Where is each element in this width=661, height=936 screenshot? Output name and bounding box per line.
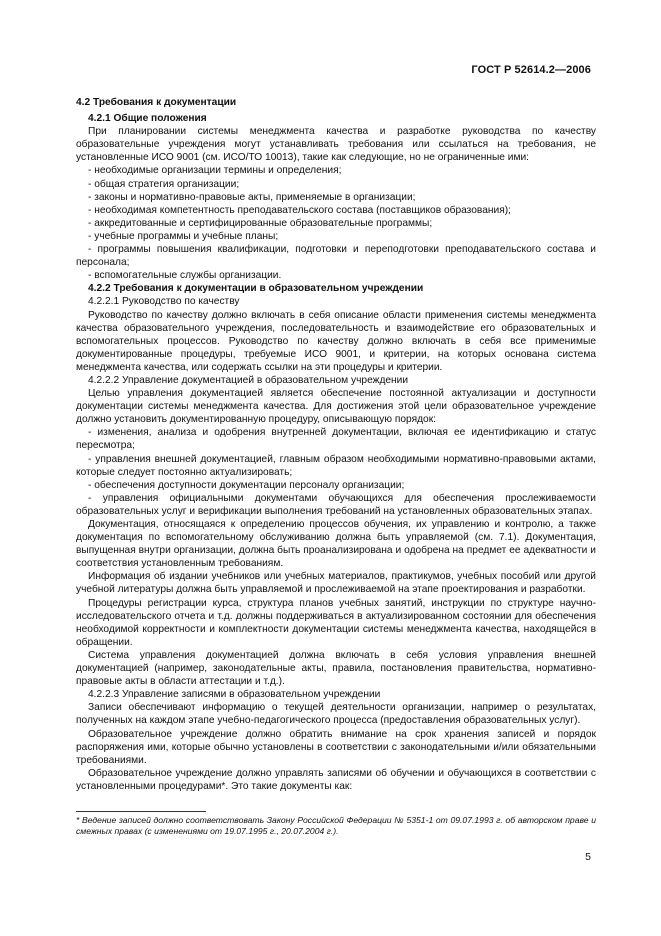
list-item: - учебные программы и учебные планы; [88, 230, 279, 242]
paragraph: Образовательное учреждение должно управлять записями об обучении и обучающихся в соответствии с установленными процедурами*. Это такие документы как: [76, 767, 596, 792]
list-item: - законы и нормативно-правовые акты, применяемые в организации; [88, 191, 416, 203]
list-item: - управления внешней документацией, главным образом необходимыми нормативно-правовыми актами, которые следует постоянно актуализировать; [76, 453, 596, 478]
paragraph: Информация об издании учебников или учебных материалов, практикумов, учебных пособий или другой учебной литературы должна быть управляемой и прослеживаемой на этапе проектирования и разработки. [76, 571, 596, 596]
section-heading: 4.2 Требования к документации [76, 97, 237, 108]
paragraph-intro: При планировании системы менеджмента качества и разработке руководства по качеству образовательные учреждения могут устанавливать требования или ссылаться на требования, не установленные ИСО 9001 (см. ИСО/ТО 10013), такие как следующие, но не ограниченные ими: [76, 126, 596, 164]
clause-title-4-2-2-1: 4.2.2.1 Руководство по качеству [88, 296, 240, 308]
paragraph: Образовательное учреждение должно обратить внимание на срок хранения записей и порядок распоряжения ими, которые обычно установлены в соответствии с законодательными и/или обязательными требованиями. [76, 728, 596, 766]
list-item: - вспомогательные службы организации. [88, 270, 282, 282]
document-code: ГОСТ Р 52614.2—2006 [471, 64, 591, 76]
page-number: 5 [585, 851, 591, 863]
footnote: * Ведение записей должно соответствовать Закону Российской Федерации № 5351-1 от 09.07.1993 г. об авторском праве и смежных правах (с изменениями от 19.07.1995 г., 20.07.2004 г.). [76, 815, 596, 837]
list-item: - программы повышения квалификации, подготовки и переподготовки преподавательского состава и персонала; [76, 244, 596, 269]
list-item: - необходимые организации термины и определения; [88, 165, 342, 177]
paragraph: Процедуры регистрации курса, структура планов учебных занятий, инструкции по структуре научно-исследовательского отчета и т.д. должны поддерживаться в актуализированном состоянии для обеспечения необходимой корректности и комплектности документации системы менеджмента качества, находящейся в обращении. [76, 597, 596, 648]
paragraph: Руководство по качеству должно включать в себя описание области применения системы менеджмента качества образовательного учреждения, последовательность и взаимодействие его образовательных и вспомогательных процессов. Руководство по качеству должно включать в себя все применимые документированные процедуры, требуемые ИСО 9001, и критерии, на которых основана система менеджмента качества, или содержать ссылки на эти процедуры и критерии. [76, 309, 596, 373]
list-item: - управления официальными документами обучающихся для обеспечения прослеживаемости образовательных услуг и верификации выполнения требований на установленных образовательных этапах. [76, 492, 596, 517]
footnote-divider [76, 811, 206, 812]
list-item: - необходимая компетентность преподавательского состава (поставщиков образования); [88, 204, 511, 216]
paragraph: Система управления документацией должна включать в себя условия управления внешней документацией (например, законодательные акты, правила, постановления правительства, нормативно-правовые акты в области аттестации и т.д.). [76, 649, 596, 688]
paragraph: Записи обеспечивают информацию о текущей деятельности организации, например о результатах, полученных на каждом этапе учебно-педагогического процесса (предоставления образовательных услуг). [76, 702, 596, 727]
paragraph: Документация, относящаяся к определению процессов обучения, их управлению и контролю, а также документация по вспомогательному обслуживанию должна быть управляемой (см. 7.1). Документация, выпущенная внутри организации, должна быть проанализирована и одобрена на предмет ее адекватности и соответствия установленным требованиям. [76, 519, 596, 570]
list-item: - изменения, анализа и одобрения внутренней документации, включая ее идентификацию и статус пересмотра; [76, 427, 596, 452]
list-item: - аккредитованные и сертифицированные образовательные программы; [88, 217, 433, 229]
paragraph: Целью управления документацией является обеспечение постоянной актуализации и доступности документации системы менеджмента качества. Для достижения этой цели образовательное учреждение должно установить документированную процедуру, описывающую порядок: [76, 388, 596, 426]
document-body [76, 96, 596, 793]
clause-title-4-2-2-2: 4.2.2.2 Управление документацией в образовательном учреждении [88, 374, 409, 386]
list-item: - обеспечения доступности документации персоналу организации; [88, 479, 405, 491]
clause-title-4-2-2-3: 4.2.2.3 Управление записями в образовательном учреждении [88, 689, 381, 701]
subsection-heading-4-2-1: 4.2.1 Общие положения [88, 113, 207, 125]
list-item: - общая стратегия организации; [88, 178, 240, 190]
subsection-heading-4-2-2: 4.2.2 Требования к документации в образовательном учреждении [88, 283, 424, 295]
